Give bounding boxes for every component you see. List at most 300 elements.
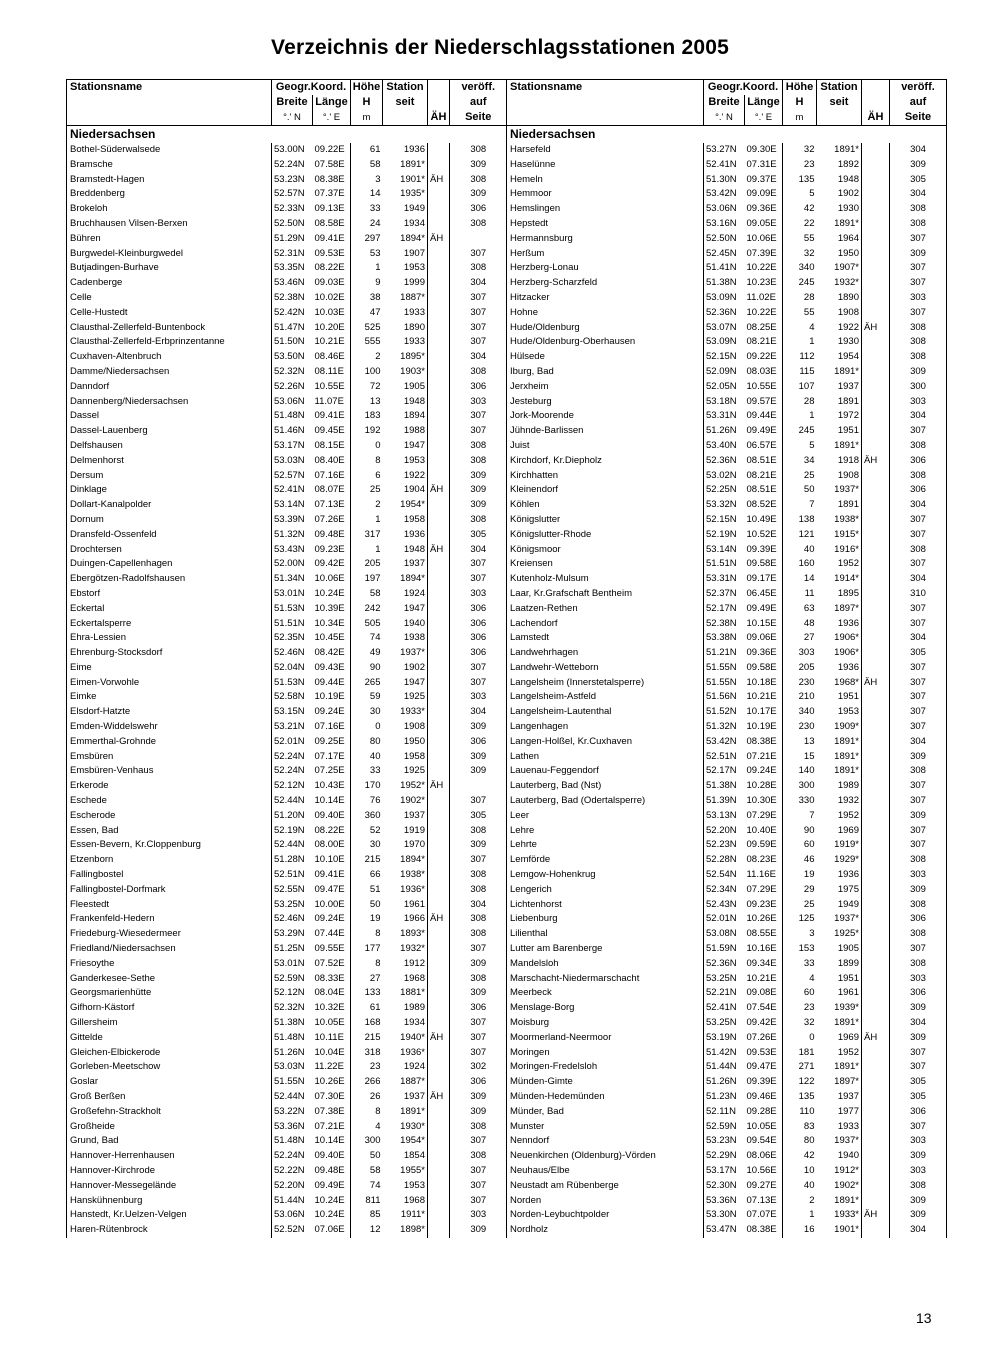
longitude: 10.22E: [746, 306, 777, 318]
longitude: 09.58E: [746, 558, 777, 570]
table-row: [67, 972, 507, 987]
longitude: 09.24E: [314, 913, 345, 925]
longitude: 10.34E: [314, 617, 345, 629]
station-name: Delmenhorst: [67, 454, 272, 469]
latitude: 53.14N: [704, 543, 745, 558]
latitude: 53.46N: [272, 276, 313, 291]
station-name: Cuxhaven-Altenbruch: [67, 350, 272, 365]
since-year: 1936: [403, 528, 425, 540]
table-row: [67, 676, 507, 691]
page-ref: 307: [450, 794, 507, 809]
page-ref: 308: [890, 764, 947, 779]
ah-flag: [862, 187, 890, 202]
ah-flag: ÄH: [428, 483, 450, 498]
longitude: 07.37E: [314, 188, 345, 200]
latitude: 53.25N: [704, 1016, 745, 1031]
station-name: Herßum: [507, 247, 704, 262]
table-row: [507, 1179, 947, 1194]
longitude: 09.34E: [746, 957, 777, 969]
table-row: [507, 1016, 947, 1031]
table-row: [67, 1223, 507, 1238]
ah-flag: ÄH: [862, 1031, 890, 1046]
elevation: 58: [351, 158, 383, 173]
elevation: 24: [351, 217, 383, 232]
station-name: Juist: [507, 439, 704, 454]
elevation: 112: [783, 350, 817, 365]
station-name: Lemförde: [507, 853, 704, 868]
table-row: [507, 646, 947, 661]
longitude: 10.26E: [746, 913, 777, 925]
since-year: 1977: [837, 1105, 859, 1117]
page-ref: 308: [890, 350, 947, 365]
longitude: 10.21E: [746, 972, 777, 984]
latitude: 52.09N: [704, 365, 745, 380]
ah-flag: [862, 912, 890, 927]
col-header-station: Station: [817, 80, 862, 96]
elevation: 121: [783, 528, 817, 543]
section-heading: Niedersachsen: [67, 126, 507, 144]
table-row: [507, 439, 947, 454]
since-year: 1938*: [400, 869, 425, 881]
elevation: 27: [351, 972, 383, 987]
table-row: [507, 187, 947, 202]
longitude: 09.54E: [746, 1135, 777, 1147]
since-year: 1966: [403, 913, 425, 925]
ah-flag: [862, 838, 890, 853]
longitude: 10.45E: [314, 632, 345, 644]
page-ref: 309: [450, 483, 507, 498]
elevation: 133: [351, 986, 383, 1001]
longitude: 09.53E: [314, 247, 345, 259]
page-ref: 309: [890, 158, 947, 173]
table-row: [67, 291, 507, 306]
longitude: 09.41E: [314, 232, 345, 244]
latitude: 52.11N: [704, 1105, 745, 1120]
since-year: 1881*: [400, 987, 425, 999]
latitude: 52.01N: [272, 735, 313, 750]
station-name: Eimen-Vorwohle: [67, 676, 272, 691]
elevation: 49: [351, 646, 383, 661]
station-name: Friedeburg-Wiesedermeer: [67, 927, 272, 942]
longitude: 08.04E: [314, 987, 345, 999]
since-year: 1932: [837, 795, 859, 807]
latitude: 52.01N: [704, 912, 745, 927]
longitude: 08.22E: [314, 824, 345, 836]
since-year: 1897*: [834, 1076, 859, 1088]
station-name: Neuenkirchen (Oldenburg)-Vörden: [507, 1149, 704, 1164]
page-ref: 308: [890, 335, 947, 350]
latitude: 51.55N: [704, 661, 745, 676]
latitude: 52.28N: [704, 853, 745, 868]
station-name: Lauterberg, Bad (Nst): [507, 779, 704, 794]
latitude: 51.26N: [272, 1046, 313, 1061]
longitude: 09.28E: [746, 1105, 777, 1117]
page-ref: 309: [890, 1194, 947, 1209]
station-name: Clausthal-Zellerfeld-Buntenbock: [67, 321, 272, 336]
latitude: 53.27N: [704, 143, 745, 158]
station-name: Eschede: [67, 794, 272, 809]
page-ref: 307: [890, 513, 947, 528]
ah-flag: [862, 853, 890, 868]
latitude: 52.52N: [272, 1223, 313, 1238]
elevation: 265: [351, 676, 383, 691]
ah-flag: [428, 838, 450, 853]
longitude: 10.19E: [746, 721, 777, 733]
table-row: [67, 187, 507, 202]
elevation: 55: [783, 306, 817, 321]
elevation: 33: [351, 202, 383, 217]
page-ref: 308: [890, 439, 947, 454]
longitude: 08.25E: [746, 321, 777, 333]
ah-flag: [862, 690, 890, 705]
longitude: 09.09E: [746, 188, 777, 200]
col-header-veroeff: veröff.: [890, 80, 947, 96]
since-year: 1922: [837, 321, 859, 333]
ah-flag: [428, 942, 450, 957]
ah-flag: [862, 439, 890, 454]
page-ref: 306: [450, 380, 507, 395]
page-ref: 308: [890, 1179, 947, 1194]
col-header-seite: Seite: [450, 110, 507, 126]
table-row: [67, 498, 507, 513]
ah-flag: [428, 261, 450, 276]
station-name: Jork-Moorende: [507, 409, 704, 424]
since-year: 1895: [837, 587, 859, 599]
longitude: 08.06E: [746, 1150, 777, 1162]
page-ref: 307: [890, 261, 947, 276]
since-year: 1891*: [400, 1105, 425, 1117]
longitude: 07.52E: [314, 957, 345, 969]
longitude: 10.43E: [314, 780, 345, 792]
station-name: Gleichen-Elbickerode: [67, 1046, 272, 1061]
station-name: Kutenholz-Mulsum: [507, 572, 704, 587]
latitude: 51.47N: [272, 321, 313, 336]
since-year: 1935*: [400, 188, 425, 200]
ah-flag: [862, 1223, 890, 1238]
latitude: 53.25N: [704, 972, 745, 987]
ah-flag: [428, 1016, 450, 1031]
station-name: Nordholz: [507, 1223, 704, 1238]
table-row: [67, 927, 507, 942]
table-row: [507, 824, 947, 839]
longitude: 09.05E: [746, 217, 777, 229]
ah-flag: [428, 735, 450, 750]
longitude: 08.21E: [746, 469, 777, 481]
longitude: 08.33E: [314, 972, 345, 984]
longitude: 10.21E: [314, 336, 345, 348]
latitude: 52.50N: [272, 217, 313, 232]
ah-flag: [862, 1194, 890, 1209]
ah-flag: [862, 232, 890, 247]
ah-flag: [862, 261, 890, 276]
longitude: 07.26E: [746, 1031, 777, 1043]
station-name: Haren-Rütenbrock: [67, 1223, 272, 1238]
ah-flag: [862, 794, 890, 809]
ah-flag: [428, 528, 450, 543]
unit-n: °.' N: [272, 110, 313, 126]
table-row: [507, 232, 947, 247]
station-name: Lathen: [507, 750, 704, 765]
elevation: 40: [783, 1179, 817, 1194]
station-name: Frankenfeld-Hedern: [67, 912, 272, 927]
page-ref: 307: [890, 824, 947, 839]
ah-flag: ÄH: [862, 454, 890, 469]
longitude: 09.22E: [746, 351, 777, 363]
elevation: 19: [783, 868, 817, 883]
ah-flag: [862, 1046, 890, 1061]
since-year: 1930*: [400, 1120, 425, 1132]
unit-e: °.' E: [313, 110, 351, 126]
elevation: 83: [783, 1120, 817, 1135]
page-ref: 304: [890, 735, 947, 750]
page-ref: 307: [890, 705, 947, 720]
station-name: Gillersheim: [67, 1016, 272, 1031]
since-year: 1903*: [400, 365, 425, 377]
col-header-breite: Breite: [272, 95, 313, 110]
latitude: 52.34N: [704, 883, 745, 898]
since-year: 1933*: [834, 1209, 859, 1221]
table-row: [507, 838, 947, 853]
since-year: 1891*: [834, 365, 859, 377]
elevation: 215: [351, 853, 383, 868]
table-row: [67, 528, 507, 543]
latitude: 52.31N: [272, 247, 313, 262]
longitude: 10.11E: [314, 1031, 344, 1043]
station-name: Moisburg: [507, 1016, 704, 1031]
station-name: Münden-Gimte: [507, 1075, 704, 1090]
table-row: [507, 868, 947, 883]
ah-flag: [862, 409, 890, 424]
table-row: [67, 824, 507, 839]
station-name: Köhlen: [507, 498, 704, 513]
since-year: 1989: [403, 1002, 425, 1014]
table-row: [67, 1179, 507, 1194]
longitude: 07.06E: [314, 1224, 345, 1236]
ah-flag: [428, 617, 450, 632]
page-ref: 306: [450, 202, 507, 217]
station-name: Ebstorf: [67, 587, 272, 602]
station-name: Moormerland-Neermoor: [507, 1031, 704, 1046]
elevation: 27: [783, 631, 817, 646]
longitude: 10.16E: [746, 943, 777, 955]
table-row: [67, 261, 507, 276]
table-row: [507, 794, 947, 809]
latitude: 53.07N: [704, 321, 745, 336]
since-year: 1939*: [834, 1002, 859, 1014]
longitude: 09.22E: [314, 144, 345, 155]
ah-flag: [428, 883, 450, 898]
station-name: Hülsede: [507, 350, 704, 365]
longitude: 07.21E: [746, 750, 777, 762]
table-row: [507, 1105, 947, 1120]
table-row: [67, 838, 507, 853]
page-ref: 309: [450, 498, 507, 513]
elevation: 300: [351, 1134, 383, 1149]
page-ref: 307: [450, 247, 507, 262]
longitude: 10.15E: [746, 617, 777, 629]
since-year: 1906*: [834, 647, 859, 659]
latitude: 51.44N: [272, 1194, 313, 1209]
longitude: 10.14E: [314, 795, 345, 807]
since-year: 1911*: [400, 1209, 425, 1221]
elevation: 297: [351, 232, 383, 247]
ah-flag: [428, 972, 450, 987]
page-ref: 307: [450, 853, 507, 868]
ah-flag: [862, 617, 890, 632]
elevation: 318: [351, 1046, 383, 1061]
table-row: [507, 380, 947, 395]
ah-flag: [428, 350, 450, 365]
station-name: Kleinendorf: [507, 483, 704, 498]
station-name: Hepstedt: [507, 217, 704, 232]
latitude: 51.38N: [704, 276, 745, 291]
page-ref: 304: [450, 705, 507, 720]
ah-flag: [428, 247, 450, 262]
station-name: Lauterberg, Bad (Odertalsperre): [507, 794, 704, 809]
page-ref: 308: [450, 972, 507, 987]
page-ref: 307: [450, 409, 507, 424]
table-row: [67, 1075, 507, 1090]
ah-flag: [428, 202, 450, 217]
unit-m: m: [351, 110, 383, 126]
elevation: 153: [783, 942, 817, 957]
latitude: 53.14N: [272, 498, 313, 513]
elevation: 40: [783, 543, 817, 558]
elevation: 168: [351, 1016, 383, 1031]
station-name: Essen, Bad: [67, 824, 272, 839]
station-name: Harsefeld: [507, 143, 704, 158]
since-year: 1901*: [400, 173, 425, 185]
ah-flag: [862, 498, 890, 513]
since-year: 1922: [403, 469, 425, 481]
station-name: Lichtenhorst: [507, 898, 704, 913]
since-year: 1894: [403, 410, 425, 422]
col-header-ah: ÄH: [862, 110, 890, 126]
ah-flag: [428, 1075, 450, 1090]
latitude: 52.37N: [704, 587, 745, 602]
longitude: 09.47E: [314, 883, 345, 895]
ah-flag: [862, 705, 890, 720]
table-row: [67, 735, 507, 750]
elevation: 135: [783, 1090, 817, 1105]
longitude: 11.16E: [746, 869, 776, 881]
ah-flag: [862, 1105, 890, 1120]
elevation: 50: [783, 483, 817, 498]
table-row: [67, 957, 507, 972]
table-row: [67, 321, 507, 336]
page-ref: 300: [890, 380, 947, 395]
table-row: [507, 261, 947, 276]
since-year: 1924: [403, 587, 425, 599]
elevation: 58: [351, 1164, 383, 1179]
since-year: 1909*: [834, 721, 859, 733]
longitude: 10.20E: [314, 321, 345, 333]
longitude: 09.23E: [746, 898, 777, 910]
since-year: 1918: [837, 454, 859, 466]
latitude: 53.06N: [272, 1208, 313, 1223]
station-name: Emsbüren: [67, 750, 272, 765]
ah-flag: [428, 853, 450, 868]
ah-flag: [428, 986, 450, 1001]
ah-flag: [862, 276, 890, 291]
table-row: [507, 587, 947, 602]
station-name: Liebenburg: [507, 912, 704, 927]
elevation: 230: [783, 676, 817, 691]
page-ref: 307: [890, 838, 947, 853]
table-row: [507, 705, 947, 720]
table-row: [67, 1149, 507, 1164]
since-year: 1930: [837, 336, 859, 348]
latitude: 51.26N: [704, 424, 745, 439]
latitude: 53.30N: [704, 1208, 745, 1223]
station-name: Grund, Bad: [67, 1134, 272, 1149]
ah-flag: [862, 217, 890, 232]
table-row: [67, 1001, 507, 1016]
since-year: 1895*: [400, 351, 425, 363]
longitude: 10.19E: [314, 691, 345, 703]
page-ref: 303: [450, 587, 507, 602]
elevation: 360: [351, 809, 383, 824]
latitude: 52.44N: [272, 838, 313, 853]
elevation: 1: [783, 1208, 817, 1223]
since-year: 1964: [837, 232, 859, 244]
page-ref: 307: [890, 661, 947, 676]
page-ref: 307: [890, 690, 947, 705]
table-row: [507, 942, 947, 957]
latitude: 53.13N: [704, 809, 745, 824]
latitude: 53.38N: [704, 631, 745, 646]
ah-flag: [428, 380, 450, 395]
elevation: 74: [351, 631, 383, 646]
elevation: 29: [783, 883, 817, 898]
station-name: Hitzacker: [507, 291, 704, 306]
station-name: Lehre: [507, 824, 704, 839]
table-row: [507, 1075, 947, 1090]
elevation: 3: [351, 173, 383, 188]
page-ref: 308: [450, 173, 507, 188]
station-name: Dornum: [67, 513, 272, 528]
table-row: [507, 1164, 947, 1179]
elevation: 555: [351, 335, 383, 350]
elevation: 23: [783, 158, 817, 173]
station-name: Brokeloh: [67, 202, 272, 217]
longitude: 10.22E: [746, 262, 777, 274]
col-header-seit: seit: [817, 95, 862, 110]
ah-flag: [428, 291, 450, 306]
latitude: 53.31N: [704, 409, 745, 424]
elevation: 811: [351, 1194, 383, 1209]
elevation: 266: [351, 1075, 383, 1090]
since-year: 1902*: [400, 795, 425, 807]
ah-flag: [428, 764, 450, 779]
table-row: [507, 1090, 947, 1105]
station-name: Königslutter: [507, 513, 704, 528]
station-name: Hohne: [507, 306, 704, 321]
elevation: 192: [351, 424, 383, 439]
col-header-hoehe: Höhe: [351, 80, 383, 96]
since-year: 1902: [403, 661, 425, 673]
station-name: Dersum: [67, 469, 272, 484]
ah-flag: ÄH: [428, 1090, 450, 1105]
longitude: 09.24E: [746, 765, 777, 777]
since-year: 1953: [403, 454, 425, 466]
page-ref: 309: [450, 764, 507, 779]
station-name: Drochtersen: [67, 543, 272, 558]
page-ref: 308: [890, 217, 947, 232]
table-row: [67, 572, 507, 587]
ah-flag: [862, 602, 890, 617]
latitude: 53.17N: [272, 439, 313, 454]
